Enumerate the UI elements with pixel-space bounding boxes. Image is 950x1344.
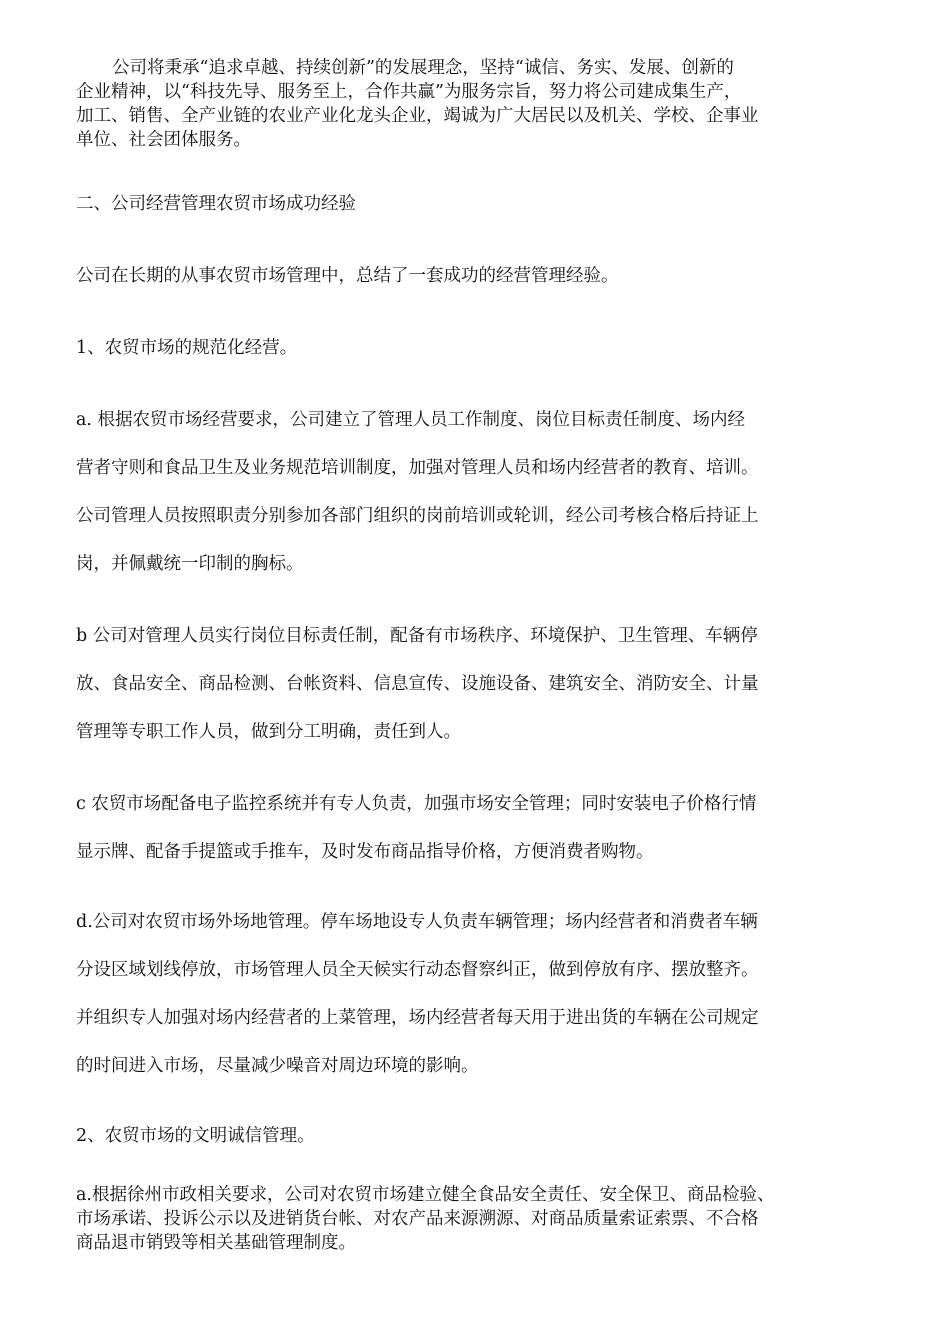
text-line: 管理等专职工作人员，做到分工明确，责任到人。 — [76, 722, 461, 742]
item-paragraph-c — [76, 780, 876, 876]
section-heading — [76, 180, 876, 228]
item-heading — [76, 1112, 876, 1160]
item-paragraph-a — [76, 396, 876, 588]
section-intro-paragraph — [76, 252, 876, 300]
text-line: 1、农贸市场的规范化经营。 — [76, 338, 298, 358]
text-line: 分设区域划线停放，市场管理人员全天候实行动态督察纠正，做到停放有序、摆放整齐。 — [76, 960, 759, 980]
text-line: 放、食品安全、商品检测、台帐资料、信息宣传、设施设备、建筑安全、消防安全、计量 — [76, 674, 759, 694]
text-line: 商品退市销毁等相关基础管理制度。 — [76, 1233, 356, 1253]
item-paragraph-b — [76, 612, 876, 756]
text-line: 并组织专人加强对场内经营者的上菜管理，场内经营者每天用于进出货的车辆在公司规定 — [76, 1008, 759, 1028]
text-line: c 农贸市场配备电子监控系统并有专人负责，加强市场安全管理；同时安装电子价格行情 — [76, 794, 757, 814]
text-line: 营者守则和食品卫生及业务规范培训制度，加强对管理人员和场内经营者的教育、培训。 — [76, 458, 759, 478]
item-paragraph-a — [76, 1183, 876, 1255]
intro-paragraph — [76, 56, 876, 152]
text-line: a.根据徐州市政相关要求，公司对农贸市场建立健全食品安全责任、安全保卫、商品检验、 — [76, 1185, 775, 1205]
item-heading — [76, 324, 876, 372]
text-line: 的时间进入市场，尽量减少噪音对周边环境的影响。 — [76, 1056, 479, 1076]
text-line: 公司将秉承“追求卓越、持续创新”的发展理念，坚持“诚信、务实、发展、创新的 — [112, 58, 734, 78]
text-line: 企业精神，以“科技先导、服务至上，合作共赢”为服务宗旨，努力将公司建成集生产， — [76, 82, 742, 102]
text-line: 岗，并佩戴统一印制的胸标。 — [76, 554, 304, 574]
text-line: 公司管理人员按照职责分别参加各部门组织的岗前培训或轮训，经公司考核合格后持证上 — [76, 506, 759, 526]
text-line: 市场承诺、投诉公示以及进销货台帐、对农产品来源溯源、对商品质量索证索票、不合格 — [76, 1209, 759, 1229]
text-line: 加工、销售、全产业链的农业产业化龙头企业，竭诚为广大居民以及机关、学校、企事业 — [76, 106, 759, 126]
item-paragraph-d — [76, 898, 876, 1090]
text-line: a. 根据农贸市场经营要求，公司建立了管理人员工作制度、岗位目标责任制度、场内经 — [76, 410, 746, 430]
text-line: 2、农贸市场的文明诚信管理。 — [76, 1126, 315, 1146]
text-line: d.公司对农贸市场外场地管理。停车场地设专人负责车辆管理；场内经营者和消费者车辆 — [76, 912, 758, 932]
text-line: b 公司对管理人员实行岗位目标责任制，配备有市场秩序、环境保护、卫生管理、车辆停 — [76, 626, 758, 646]
text-line: 单位、社会团体服务。 — [76, 130, 251, 150]
text-line: 显示牌、配备手提篮或手推车，及时发布商品指导价格，方便消费者购物。 — [76, 842, 654, 862]
text-line: 公司在长期的从事农贸市场管理中，总结了一套成功的经营管理经验。 — [76, 266, 619, 286]
text-line: 二、公司经营管理农贸市场成功经验 — [76, 194, 356, 214]
